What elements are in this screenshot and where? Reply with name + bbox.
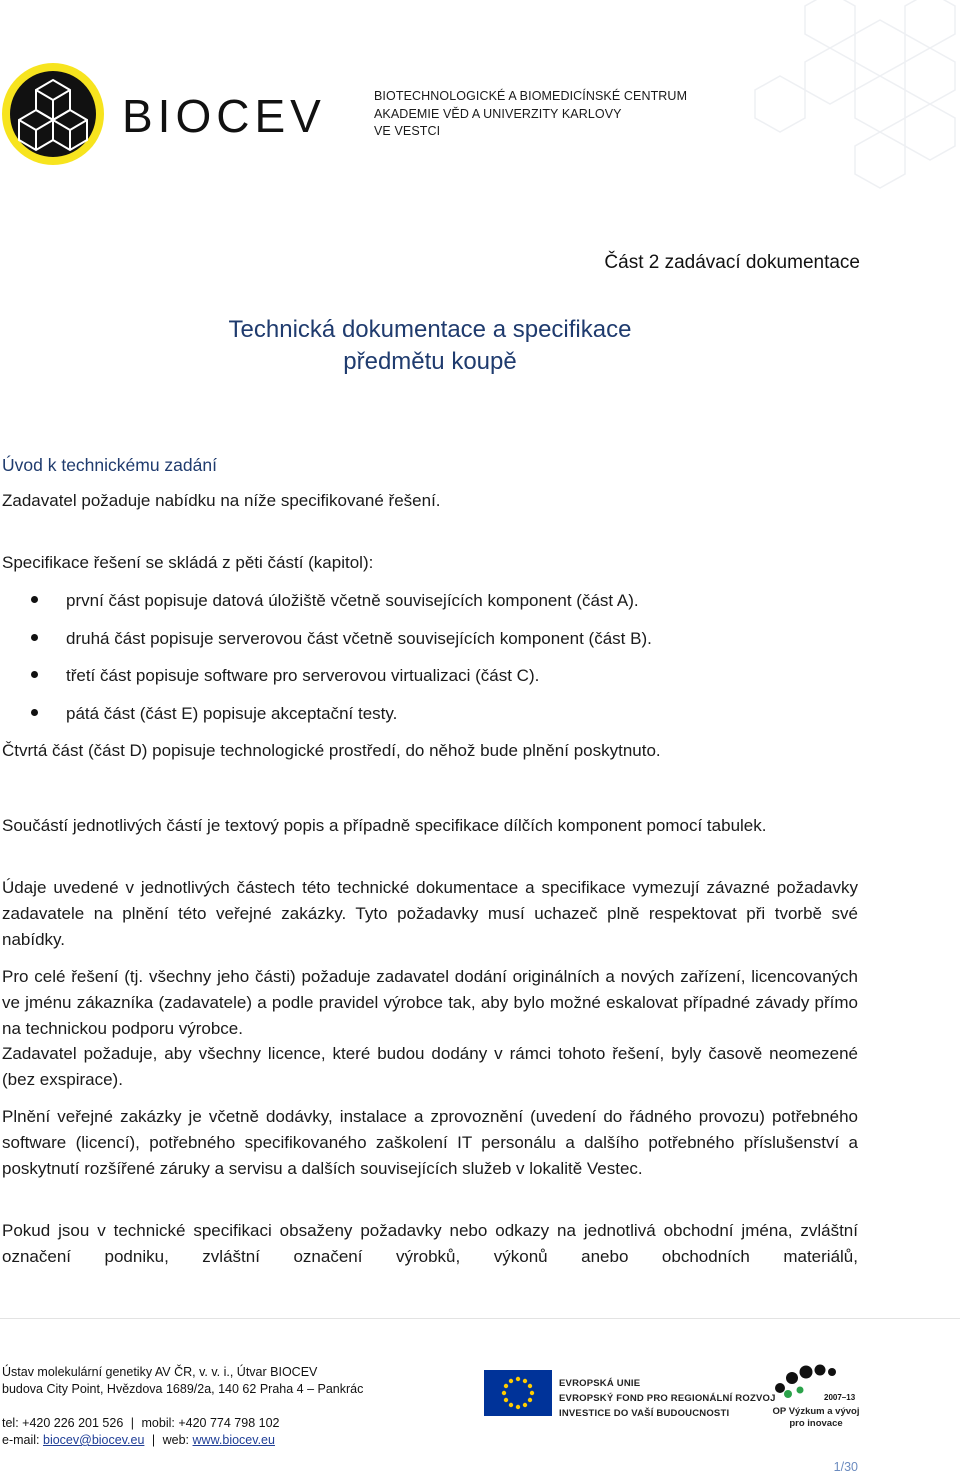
bullet-icon — [31, 596, 38, 603]
eu-flag-icon — [484, 1370, 552, 1416]
paragraph: Údaje uvedené v jednotlivých částech této technické dokumentace a specifikace vymezují závazné požadavky zadavatele na plnění této veřejné zakázky. Tyto požadavky musí uchazeč plně respektovat při tvorbě své nabídky. — [2, 878, 858, 949]
paragraph: Pro celé řešení (tj. všechny jeho části) požaduje zadavatel dodání originálních a nových zařízení, licencovaných ve jménu zákazníka (zadavatele) a podle pravidel výrobce tak, aby bylo možné eskalovat případné závady přímo na technickou podporu výrobce. — [2, 967, 858, 1038]
intro-text: Zadavatel požaduje nabídku na níže specifikované řešení. — [2, 491, 441, 510]
section-heading: Úvod k technickému zadání — [2, 455, 217, 475]
list-item: třetí část popisuje software pro serverovou virtualizaci (část C). — [0, 665, 652, 703]
biocev-logo — [0, 60, 326, 170]
footer-phones: tel: +420 226 201 526 | mobil: +420 774 798 102 — [2, 1416, 280, 1430]
eu-funding-text: EVROPSKÁ UNIE EVROPSKÝ FOND PRO REGIONÁLNÍ ROZVOJ INVESTICE DO VAŠÍ BUDOUCNOSTI — [559, 1378, 776, 1419]
footer-org: Ústav molekulární genetiky AV ČR, v. v. i., Útvar BIOCEV — [2, 1365, 318, 1379]
footer-divider — [0, 1318, 960, 1319]
op-years: 2007–13 — [824, 1393, 856, 1402]
paragraph: Plnění veřejné zakázky je včetně dodávky, instalace a zprovoznění (uvedení do řádného provozu) potřebného software (licencí), potřebného specifikovaného zaškolení IT personálu a dalšího potřebného příslušenství a poskytnutí rozšířené záruky a servisu a dalších souvisejících služeb v lokalitě Vestec. — [2, 1107, 858, 1178]
op-vav-logo-icon — [770, 1358, 862, 1406]
paragraph: Součástí jednotlivých částí je textový popis a případně specifikace dílčích komponent pomocí tabulek. — [2, 816, 767, 835]
bullet-icon — [31, 671, 38, 678]
list-item: první část popisuje datová úložiště včetně souvisejících komponent (část A). — [0, 590, 652, 628]
title-line: Technická dokumentace a specifikace — [228, 316, 632, 343]
footer-contact — [2, 1364, 363, 1449]
web-link[interactable]: www.biocev.eu — [192, 1433, 275, 1447]
org-line: AKADEMIE VĚD A UNIVERZITY KARLOVY — [374, 106, 622, 121]
spec-intro: Specifikace řešení se skládá z pěti částí (kapitol): — [2, 553, 374, 572]
page-number: 1/30 — [833, 1460, 858, 1474]
bullet-icon — [31, 709, 38, 716]
list-item: pátá část (část E) popisuje akceptační testy. — [0, 703, 652, 741]
org-line: VE VESTCI — [374, 124, 441, 138]
email-link[interactable]: biocev@biocev.eu — [43, 1433, 145, 1447]
fourth-part-text: Čtvrtá část (část D) popisuje technologické prostředí, do něhož bude plnění poskytnuto. — [2, 741, 661, 760]
paragraph: Pokud jsou v technické specifikaci obsaženy požadavky nebo odkazy na jednotlivá obchodní jména, zvláštní označení podniku, zvláštní označení výrobků, výkonů anebo obchodních materiálů, — [2, 1221, 858, 1266]
op-program-text: OP Výzkum a vývoj pro inovace — [772, 1406, 860, 1429]
footer-address: budova City Point, Hvězdova 1689/2a, 140 62 Praha 4 – Pankrác — [2, 1382, 364, 1396]
document-part-label: Část 2 zadávací dokumentace — [604, 252, 860, 273]
org-line: BIOTECHNOLOGICKÉ A BIOMEDICÍNSKÉ CENTRUM — [374, 89, 688, 103]
title-line: předmětu koupě — [343, 348, 517, 375]
brand-wordmark: BIOCEV — [122, 90, 326, 142]
footer-links: e-mail: biocev@biocev.eu | web: www.biocev.eu — [2, 1433, 275, 1447]
list-item: druhá část popisuje serverovou část včetně souvisejících komponent (část B). — [0, 628, 652, 666]
document-title — [0, 314, 860, 378]
spec-list — [0, 590, 652, 740]
decorative-hex-pattern — [630, 0, 960, 220]
bullet-icon — [31, 634, 38, 641]
paragraph: Zadavatel požaduje, aby všechny licence, které budou dodány v rámci tohoto řešení, byly časově neomezené (bez exspirace). — [2, 1044, 858, 1089]
